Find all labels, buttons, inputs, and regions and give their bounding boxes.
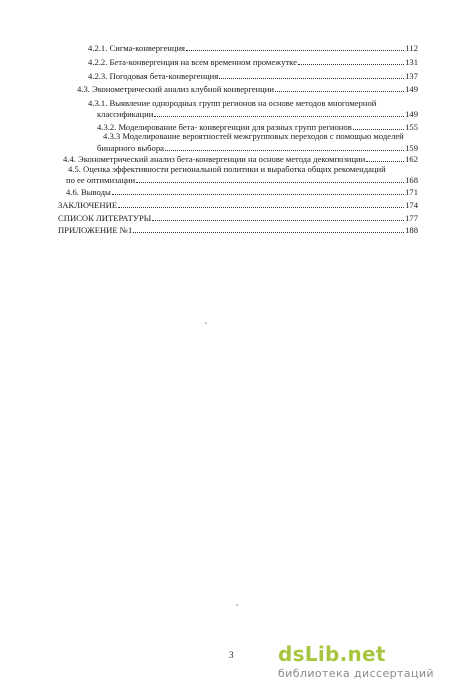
toc-entry [88, 57, 418, 67]
toc-entry [58, 213, 418, 223]
toc-entry [58, 200, 418, 210]
toc-entry-title: 4.2.1. Сигма-конвергенция [88, 43, 186, 53]
toc-entry-title: СПИСОК ЛИТЕРАТУРЫ [58, 213, 152, 223]
toc-entry-title: по ее оптимизации [66, 175, 136, 185]
toc-entry-title: ЗАКЛЮЧЕНИЕ [58, 200, 118, 210]
toc-leader [366, 161, 404, 162]
toc-entry [66, 187, 418, 197]
toc-leader [186, 50, 404, 51]
page-number: 3 [229, 650, 234, 660]
toc-entry [88, 43, 418, 53]
toc-entry-title: 4.3. Эконометрический анализ клубной конвергенции [77, 84, 274, 94]
toc-entry-page: 159 [405, 143, 418, 153]
toc-entry-page: 171 [405, 187, 418, 197]
toc-entry-title: 4.2.2. Бета-конвергенция на всем временном промежутке [88, 57, 297, 67]
toc-entry-title: ПРИЛОЖЕНИЕ №1 [58, 225, 133, 235]
toc-entry-page: 174 [405, 200, 418, 210]
toc-entry-page: 155 [405, 122, 418, 132]
toc-leader [154, 116, 404, 117]
watermark-logo: dsLib.net [277, 642, 386, 666]
toc-leader [112, 194, 404, 195]
toc-entry [58, 225, 418, 235]
toc-entry [97, 143, 418, 153]
toc-entry-title: 4.5. Оценка эффективности региональной политики и выработка общих рекомендаций [68, 164, 386, 174]
toc-entry-page: 188 [405, 225, 418, 235]
toc-entry-page: 137 [405, 71, 418, 81]
toc-entry [66, 175, 418, 185]
toc-leader [136, 182, 404, 183]
toc-entry-title: 4.3.3 Моделирование вероятностей межгрупповых переходов с помощью моделей [103, 131, 404, 141]
toc-entry [97, 109, 418, 119]
toc-leader [353, 129, 404, 130]
toc-entry-title: 4.4. Эконометрический анализ бета-конвергенции на основе метода декомпозиции [63, 154, 366, 164]
toc-entry-title: классификации [97, 109, 154, 119]
toc-entry-page: 177 [405, 213, 418, 223]
toc-leader [133, 232, 404, 233]
toc-leader [152, 220, 404, 221]
toc-entry-page: 149 [405, 109, 418, 119]
watermark-subtitle: библиотека диссертаций [277, 667, 434, 680]
toc-entry-title: 4.3.2. Моделирование бета- конвергенции для разных групп регионов [97, 122, 352, 132]
scan-speck [205, 322, 207, 324]
toc-leader [298, 64, 404, 65]
toc-entry-title: 4.3.1. Выявление однородных групп регионов на основе методов многомерной [88, 98, 377, 108]
toc-leader [165, 150, 404, 151]
toc-entry [63, 154, 418, 164]
toc-entry-page: 168 [405, 175, 418, 185]
toc-leader [219, 78, 404, 79]
toc-entry-page: 162 [405, 154, 418, 164]
toc-entry-title: 4.2.3. Погодовая бета-конвергенция [88, 71, 219, 81]
scan-speck [236, 604, 238, 606]
toc-entry-title: бинарного выбора [97, 143, 164, 153]
toc-entry-page: 131 [405, 57, 418, 67]
toc-entry [77, 84, 418, 94]
toc-leader [118, 207, 404, 208]
toc-entry-page: 112 [405, 43, 418, 53]
toc-entry [88, 71, 418, 81]
watermark [278, 643, 434, 680]
toc-leader [275, 91, 404, 92]
toc-entry-page: 149 [405, 84, 418, 94]
toc-entry-title: 4.6. Выводы [66, 187, 111, 197]
